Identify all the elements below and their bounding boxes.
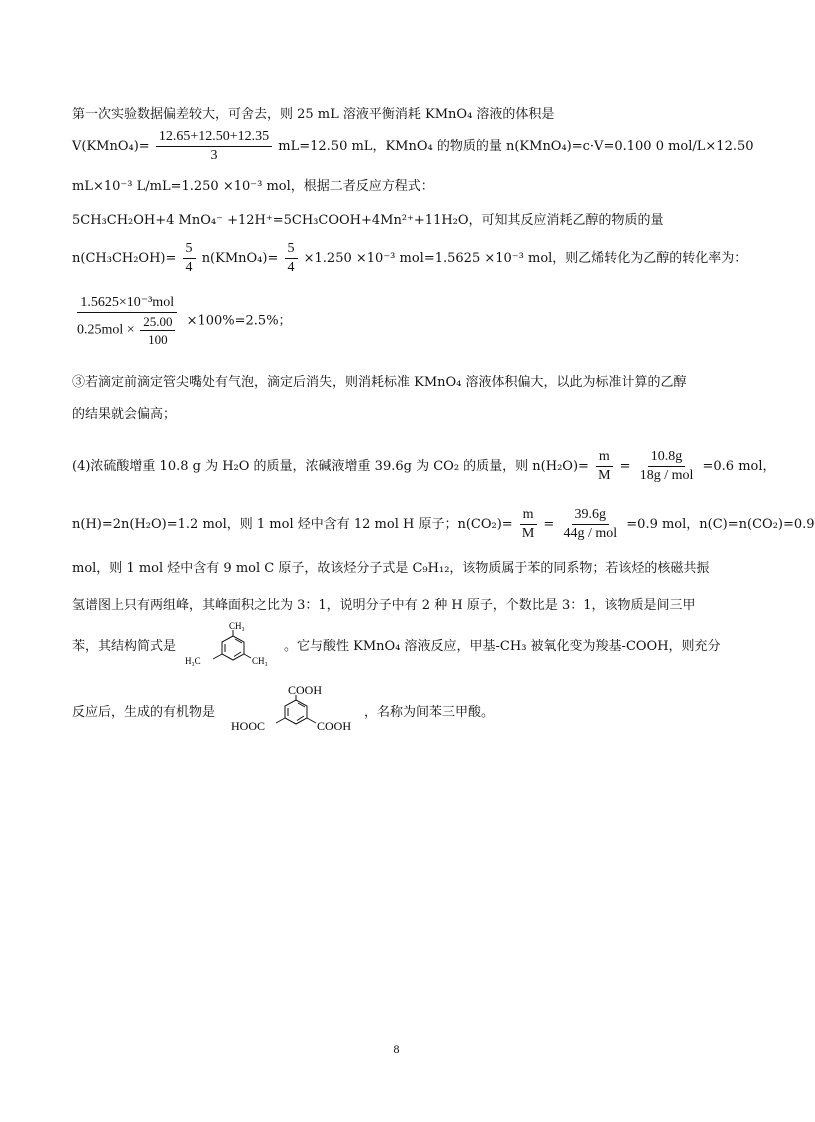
average-numerator: 12.65+12.50+12.35 <box>156 130 272 147</box>
methyl-top-label: CH₃ <box>229 621 245 631</box>
ratio-denominator-1: 4 <box>185 260 193 275</box>
reaction-equation-line: 5CH₃CH₂OH+4 MnO₄⁻ +12H⁺=5CH₃COOH+4Mn²⁺+11H₂O，可知其反应消耗乙醇的物质的量 <box>72 213 664 228</box>
ratio-denominator-2: 4 <box>287 260 295 275</box>
conversion-result: ×100%=2.5%； <box>186 313 292 329</box>
average-fraction <box>156 130 272 163</box>
ratio-numerator-2: 5 <box>285 242 298 259</box>
text-line-8: 的结果就会偏高； <box>72 407 177 422</box>
M-denominator-2: M <box>521 526 535 541</box>
text-line-14-continued: ，名称为间苯三甲酸。 <box>364 705 495 720</box>
conversion-denominator-prefix: 0.25mol × <box>77 322 135 338</box>
carboxyl-right-label: COOH <box>317 719 352 733</box>
trimesic-acid-structure <box>230 684 364 736</box>
product-label: 反应后，生成的有机物是 <box>72 705 216 720</box>
text-line-3: mL×10⁻³ L/mL=1.250 ×10⁻³ mol，根据二者反应方程式： <box>72 179 434 194</box>
average-denominator: 3 <box>210 148 218 163</box>
conversion-denominator <box>74 313 180 346</box>
text-line-13 <box>72 640 176 653</box>
kmno4-term: n(KMnO₄)= <box>201 251 283 266</box>
co2-moles-fraction <box>560 508 620 541</box>
m-numerator-1: m <box>596 450 613 467</box>
text-line-13-continued: 。它与酸性 KMnO₄ 溶液反应，甲基-CH₃ 被氧化变为羧基-COOH，则充分 <box>284 639 721 654</box>
text-line-7: ③若滴定前滴定管尖嘴处有气泡，滴定后消失，则消耗标准 KMnO₄ 溶液体积偏大，以此为标准计算的乙醇 <box>72 375 687 390</box>
mesitylene-structure <box>183 620 283 672</box>
m-over-M-fraction-2 <box>519 508 537 541</box>
methyl-right-label: CH₃ <box>252 656 268 666</box>
hydrogen-count-text: n(H)=2n(H₂O)=1.2 mol，则 1 mol 烃中含有 12 mol H 原子；n(CO₂)= <box>72 517 513 532</box>
carboxyl-top-label: COOH <box>288 683 323 697</box>
carbon-moles-result: =0.9 mol，n(C)=n(CO₂)=0.9 <box>626 517 815 532</box>
water-molar-mass-denominator: 18g / mol <box>639 468 694 483</box>
conversion-rate-line <box>72 296 292 346</box>
water-mass-numerator: 10.8g <box>648 450 686 467</box>
text-line-11: mol，则 1 mol 烃中含有 9 mol C 原子，故该烃分子式是 C₉H₁₂，该物质属于苯的同系物；若该烃的核磁共振 <box>72 561 710 576</box>
dilution-denominator: 100 <box>148 332 168 347</box>
ethanol-amount-label: n(CH₃CH₂OH)= <box>72 251 177 266</box>
m-numerator-2: m <box>520 508 537 525</box>
equals-sign-1: = <box>619 459 631 474</box>
co2-mass-numerator: 39.6g <box>572 508 610 525</box>
text-line-10 <box>72 508 815 541</box>
co2-molar-mass-denominator: 44g / mol <box>563 526 618 541</box>
kmno4-amount-text: mL=12.50 mL，KMnO₄ 的物质的量 n(KMnO₄)=c·V=0.100 0 mol/L×12.50 <box>278 139 754 154</box>
page-number: 8 <box>393 1042 400 1056</box>
structure-formula-label: 苯，其结构简式是 <box>72 639 177 654</box>
text-line-2 <box>72 130 754 163</box>
M-denominator-1: M <box>598 468 611 483</box>
ethanol-amount-result: ×1.250 ×10⁻³ mol=1.5625 ×10⁻³ mol，则乙烯转化为乙醇的转化率为： <box>303 251 748 266</box>
benzene-ring-2 <box>276 695 316 724</box>
water-moles-result: =0.6 mol， <box>702 459 776 474</box>
carboxyl-left-label: HOOC <box>231 719 266 733</box>
text-line-5 <box>72 242 747 275</box>
text-line-12: 氢谱图上只有两组峰，其峰面积之比为 3：1，说明分子中有 2 种 H 原子，个数比是 3：1，该物质是间三甲 <box>72 598 696 613</box>
conversion-fraction <box>74 296 180 346</box>
dilution-fraction <box>140 315 175 346</box>
ratio-numerator-1: 5 <box>183 242 196 259</box>
text-line-9 <box>72 450 776 483</box>
text-line-14 <box>72 706 215 719</box>
text-line-1: 第一次实验数据偏差较大，可舍去，则 25 mL 溶液平衡消耗 KMnO₄ 溶液的体积是 <box>72 107 555 122</box>
ratio-fraction-2 <box>285 242 298 275</box>
m-over-M-fraction-1 <box>595 450 613 483</box>
benzene-ring <box>213 630 251 660</box>
conversion-numerator: 1.5625×10⁻³mol <box>77 296 177 313</box>
dilution-numerator: 25.00 <box>140 315 175 331</box>
equals-sign-2: = <box>543 517 555 532</box>
methyl-left-label: H₃C <box>185 656 201 666</box>
ratio-fraction-1 <box>183 242 196 275</box>
water-mass-text: (4)浓硫酸增重 10.8 g 为 H₂O 的质量，浓碱液增重 39.6g 为 CO₂ 的质量，则 n(H₂O)= <box>72 459 589 474</box>
v-kmno4-label: V(KMnO₄)= <box>72 139 150 154</box>
water-moles-fraction <box>637 450 697 483</box>
